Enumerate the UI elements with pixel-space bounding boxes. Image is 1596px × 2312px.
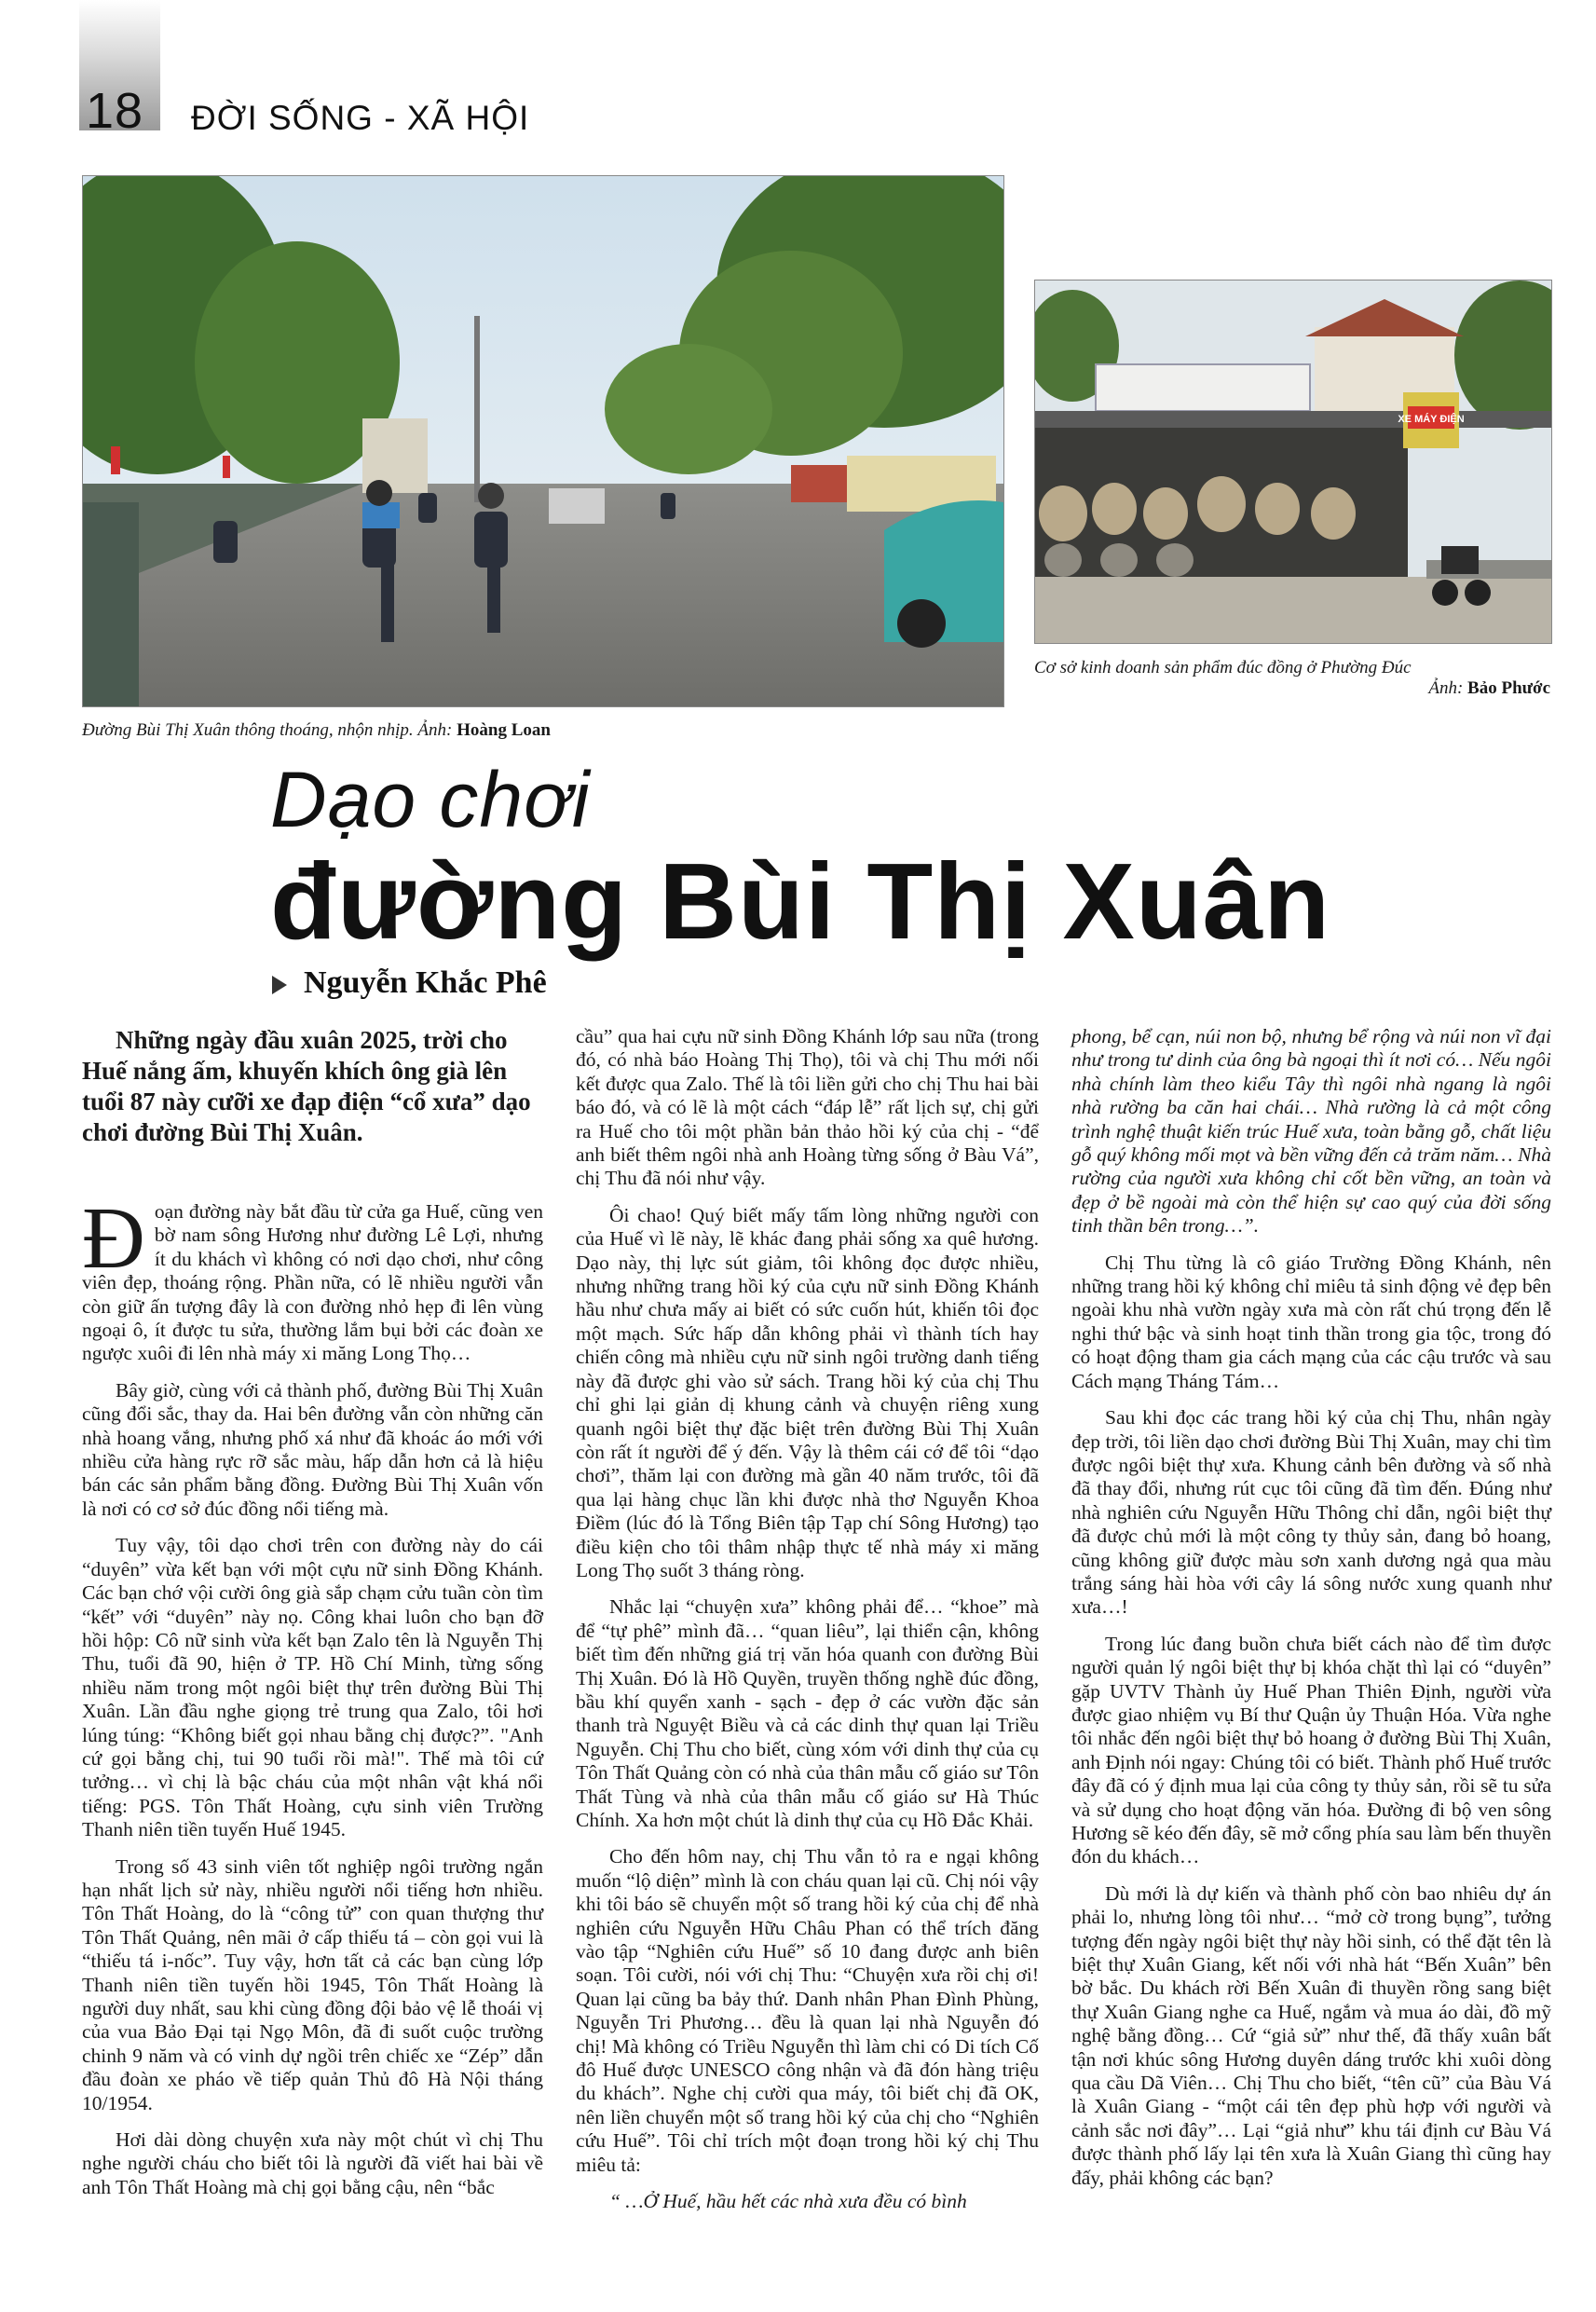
article-paragraph: Ôi chao! Quý biết mấy tấm lòng những người con của Huế vì lẽ này, lẽ khác đang phải sống xa quê hương. Dạo này, thị lực sút giảm, tôi không đọc được nhiều, nhưng những trang hồi ký của cựu nữ sinh Đồng Khánh hầu như chưa mấy ai biết có sức cuốn hút, khiến tôi đọc một mạch. Sức hấp dẫn không phải vì thành tích hay chiến công mà nhiều cựu nữ sinh ngôi trường danh tiếng này đã được ghi vào sử sách. Trang hồi ký của chị Thu chỉ ghi lại giản dị khung cảnh và chuyện riêng xung quanh ngôi biệt thự đặc biệt trên đường Bùi Thị Xuân còn rất ít người để ý đến. Vậy là thêm cái cớ để tôi “dạo chơi”, thăm lại con đường mà gần 40 năm trước, tôi đã qua lại hàng chục lần khi được nhà thơ Nguyễn Khoa Điềm (lúc đó là Tổng Biên tập Tạp chí Sông Hương) tạo điều kiện cho tôi thâm nhập thực tế nhà máy xi măng Long Thọ suốt 3 tháng ròng. [576,1203,1039,1581]
article-column-1 [82,1025,543,2212]
article-title: đường Bùi Thị Xuân [270,841,1331,962]
byline [272,965,547,1001]
article-paragraph: Hơi dài dòng chuyện xưa này một chút vì chị Thu nghe người cháu cho biết tôi là người đã viết hai bài về anh Tôn Thất Hoàng mà chị gọi bằng cậu, nên “bắc [82,2128,543,2198]
paragraph-text: oạn đường này bắt đầu từ cửa ga Huế, cũng ven bờ nam sông Hương như đường Lê Lợi, nhưng ít du khách vì không có nơi dạo chơi, như công viên đẹp, thoáng rộng. Phần nữa, có lẽ nhiều người vẫn còn giữ ấn tượng đây là con đường nhỏ hẹp đi lên vùng ngoại ô, ít được tu sửa, thường lắm bụi bởi các đoàn xe ngược xuôi đi lên nhà máy xi măng Long Thọ… [82,1200,543,1365]
street-photo-image [83,176,1003,706]
street-photo-caption [82,720,551,741]
article-paragraph: Trong số 43 sinh viên tốt nghiệp ngôi trường ngắn hạn nhất lịch sử này, nhiều người nổi tiếng hơn nhiều. Tôn Thất Hoàng, do là “công tử” con quan thượng thư Tôn Thất Quảng, nên mãi ở cấp thiếu tá – còn gọi vui là “thiếu tá i-nốc”. Tuy vậy, hơn tất cả các bạn cùng lớp Thanh niên tiền tuyến hồi 1945, Tôn Thất Hoàng là người duy nhất, sau khi cùng đồng đội bảo vệ lễ thoái vị của vua Bảo Đại tại Ngọ Môn, đã đi suốt cuộc trường chinh 9 năm và có vinh dự ngồi trên chiếc xe “Zép” dẫn đầu đoàn xe pháo về tiếp quản Thủ đô Hà Nội tháng 10/1954. [82,1854,543,2114]
article-column-2 [576,1025,1039,2227]
bronze-shop-credit-line [1034,678,1550,699]
bronze-shop-credit-label: Ảnh: [1428,678,1464,698]
article-paragraph: cầu” qua hai cựu nữ sinh Đồng Khánh lớp sau nữa (trong đó, có nhà báo Hoàng Thị Thọ), tôi và chị Thu mới nối kết được qua Zalo. Thế là tôi liền gửi cho chị Thu hai bài báo đó, và có lẽ là một cách “đáp lễ” rất lịch sự, chị gửi ra Huế cho tôi một phần bản thảo hồi ký của chị - “để anh biết thêm ngôi nhà anh Hoàng từng sống ở Bàu Vá”, chị Thu đã nói như vậy. [576,1025,1039,1190]
page-number: 18 [86,83,144,139]
article-paragraph: Dù mới là dự kiến và thành phố còn bao nhiêu dự án phải lo, nhưng lòng tôi như… “mở cờ trong bụng”, tưởng tượng đến ngày ngôi biệt thự này hồi sinh, có thể đặt tên là biệt thự Xuân Giang, kết nối với nhà hát “Bến Xuân” bên bờ bắc. Du khách rời Bến Xuân đi thuyền rồng sang biệt thự Xuân Giang nghe ca Huế, ngắm và mua áo dài, đồ mỹ nghệ bằng đồng… Cứ “giả sử” như thế, đã thấy xuân bất tận nơi khúc sông Hương duyên dáng trước khi xuôi dòng qua cầu Dã Viên… Chị Thu cho biết, “tên cũ” của Bàu Vá là Xuân Giang - “một cái tên đẹp phù hợp với người và cảnh sắc nơi đây”… Lại “giả như” khu tái định cư Bàu Vá được thành phố lấy lại tên xưa là Xuân Giang thì cũng hay đấy, phải không các bạn? [1071,1881,1551,2189]
street-photo-caption-text: Đường Bùi Thị Xuân thông thoáng, nhộn nhịp. Ảnh: [82,720,453,740]
shop-sign-text: XE MÁY ĐIỆN [1398,414,1465,425]
article-paragraph: Tuy vậy, tôi dạo chơi trên con đường này do cái “duyên” vừa kết bạn với một cựu nữ sinh Đồng Khánh. Các bạn chớ vội cười ông già sắp chạm cửu tuần còn tìm “kết” với “duyên” này nọ. Công khai luôn cho bạn đỡ hồi hộp: Cô nữ sinh vừa kết bạn Zalo tên là Nguyễn Thị Thu, tuổi đã 90, hiện ở TP. Hồ Chí Minh, từng sống nhiều năm trong một ngôi biệt thự trên đường Bùi Thị Xuân. Lần đầu nghe giọng trẻ trung qua Zalo, tôi hơi lúng túng: “Không biết gọi nhau bằng chị được?”. "Anh cứ gọi bằng chị, tui 90 tuổi rồi mà!". Thế mà tôi cứ tưởng… vì chị là bậc cháu của một nhân vật khá nổi tiếng: PGS. Tôn Thất Hoàng, cựu sinh viên Trường Thanh niên tiền tuyến Huế 1945. [82,1534,543,1841]
bronze-shop-photo-image [1035,280,1551,643]
bronze-shop-caption-text: Cơ sở kinh doanh sản phẩm đúc đồng ở Phường Đúc [1034,658,1412,677]
quote-paragraph: “ …Ở Huế, hầu hết các nhà xưa đều có bình [609,2190,967,2213]
bronze-shop-photo [1034,280,1552,644]
article-paragraph: Nhắc lại “chuyện xưa” không phải để… “khoe” mà để “tự phê” mình đã… “quan liêu”, lại thiển cận, không biết tìm đến những giá trị văn hóa quanh con đường Bùi Thị Xuân. Đó là Hồ Quyền, truyền thống nghề đúc đồng, bầu khí quyển xanh - sạch - đẹp ở các vườn đặc sản thanh trà Nguyệt Biều và cả các dinh thự quan lại Triều Nguyễn. Chị Thu cho biết, cùng xóm với dinh thự của cụ Tôn Thất Quảng còn có nhà của thân mẫu cố giáo sư Tôn Thất Tùng và nhà của thân mẫu cố giáo sư Hà Thúc Chính. Xa hơn một chút là dinh thự của cụ Hồ Đắc Khải. [576,1595,1039,1831]
article-paragraph [82,1190,543,1366]
article-paragraph: Trong lúc đang buồn chưa biết cách nào để tìm được người quản lý ngôi biệt thự bị khóa chặt thì lại có “duyên” gặp UVTV Thành ủy Huế Phan Thiên Định, người vừa được giao nhiệm vụ Bí thư Quận ủy Thuận Hóa. Vừa nghe tôi nhắc đến ngôi biệt thự bỏ hoang ở đường Bùi Thị Xuân, anh Định nói ngay: Chúng tôi có biết. Thành phố Huế trước đây đã có ý định mua lại của công ty thủy sản, rồi sẽ tu sửa và sử dụng cho hoạt động văn hóa. Đường đi bộ ven sông Hương sẽ kéo đến đây, sẽ mở cổng phía sau làm bến thuyền đón du khách… [1071,1632,1551,1868]
bronze-shop-caption [1034,658,1550,699]
article-paragraph: Cho đến hôm nay, chị Thu vẫn tỏ ra e ngại không muốn “lộ diện” mình là con cháu quan lại cũ. Chị nói vậy khi tôi báo sẽ chuyển một số trang hồi ký của chị để nhà nghiên cứu Nguyễn Hữu Châu Phan có thể trích đăng vào tập “Nghiên cứu Huế” số 10 đang được anh biên soạn. Tôi cười, nói với chị Thu: “Chuyện xưa rồi chị ơi! Quan lại cũng ba bảy thứ. Danh nhân Phan Đình Phùng, Nguyễn Tri Phương… đều là quan lại nhà Nguyễn đó chị! Mà không có Triều Nguyễn thì làm chi có Di tích Cố đô Huế được UNESCO công nhận và đã đón hàng triệu du khách”. Nghe chị cười qua máy, tôi biết chị đã OK, nên liền chuyển một số trang hồi ký của chị cho “Nghiên cứu Huế”. Tôi chỉ trích một đoạn trong hồi ký chị Thu miêu tả: [576,1845,1039,2176]
article-kicker: Dạo chơi [270,756,591,843]
street-photo-credit: Hoàng Loan [457,720,551,740]
article-paragraph: Chị Thu từng là cô giáo Trường Đồng Khánh, nên những trang hồi ký không chỉ miêu tả sinh động vẻ đẹp bên ngoài khu nhà vườn ngày xưa mà còn rất chú trọng đến lễ nghi thứ bậc và sinh hoạt tinh thần trong gia tộc, trong đó có hoạt động tham gia cách mạng của các cậu trước và sau Cách mạng Tháng Tám… [1071,1251,1551,1392]
article-paragraph: Sau khi đọc các trang hồi ký của chị Thu, nhân ngày đẹp trời, tôi liền dạo chơi đường Bùi Thị Xuân, may chi tìm được ngôi biệt thự xưa. Khung cảnh bên đường và số nhà đã thay đổi, nhưng rút cục tôi cũng đã tìm đến. Đúng như nhà nghiên cứu Nguyễn Hữu Thông chỉ dẫn, ngôi biệt thự đã được chủ mới là một công ty thủy sản, đang bỏ hoang, cũng không giữ được màu sơn xanh dương ngả qua màu trắng sáng hài hòa với cây lá sông nước xung quanh như xưa…! [1071,1406,1551,1619]
article-lead: Những ngày đầu xuân 2025, trời cho Huế nắng ấm, khuyến khích ông già lên tuổi 87 này cưỡi xe đạp điện “cổ xưa” dạo chơi đường Bùi Thị Xuân. [82,1026,531,1146]
bronze-shop-credit: Bảo Phước [1467,678,1550,698]
author-name: Nguyễn Khắc Phê [304,965,547,1000]
section-title: ĐỜI SỐNG - XÃ HỘI [191,99,530,137]
article-column-3 [1071,1025,1551,2203]
byline-triangle-icon [272,976,287,994]
street-photo [82,175,1004,707]
drop-cap: Đ [82,1190,145,1287]
article-paragraph: Bây giờ, cùng với cả thành phố, đường Bùi Thị Xuân cũng đổi sắc, thay da. Hai bên đường vẫn còn những căn nhà hoang vắng, nhưng phố xá như đã khoác áo mới với nhiều cửa hàng rực rỡ sắc màu, hấp dẫn hơn cả là hiệu bán các sản phẩm bằng đồng. Đường Bùi Thị Xuân vốn là nơi có cơ sở đúc đồng nổi tiếng mà. [82,1378,543,1520]
quote-paragraph: phong, bể cạn, núi non bộ, nhưng bể rộng và núi non vĩ đại như trong tư dinh của ông bà ngoại thì ít nơi có… Nếu ngôi nhà chính làm theo kiểu Tây thì ngôi nhà ngang là ngôi nhà rường ba căn hai chái… Nhà rường là cả một công trình nghệ thuật kiến trúc Huế xưa, toàn bằng gỗ, chất liệu gỗ quý không mối mọt và bền vững đến cả trăm năm… Nhà rường của người xưa không chỉ cốt bền vững, an toàn và đẹp ở bề ngoài mà còn thể hiện sự cao quý của đời sống tinh thần bên trong…”. [1071,1025,1551,1238]
